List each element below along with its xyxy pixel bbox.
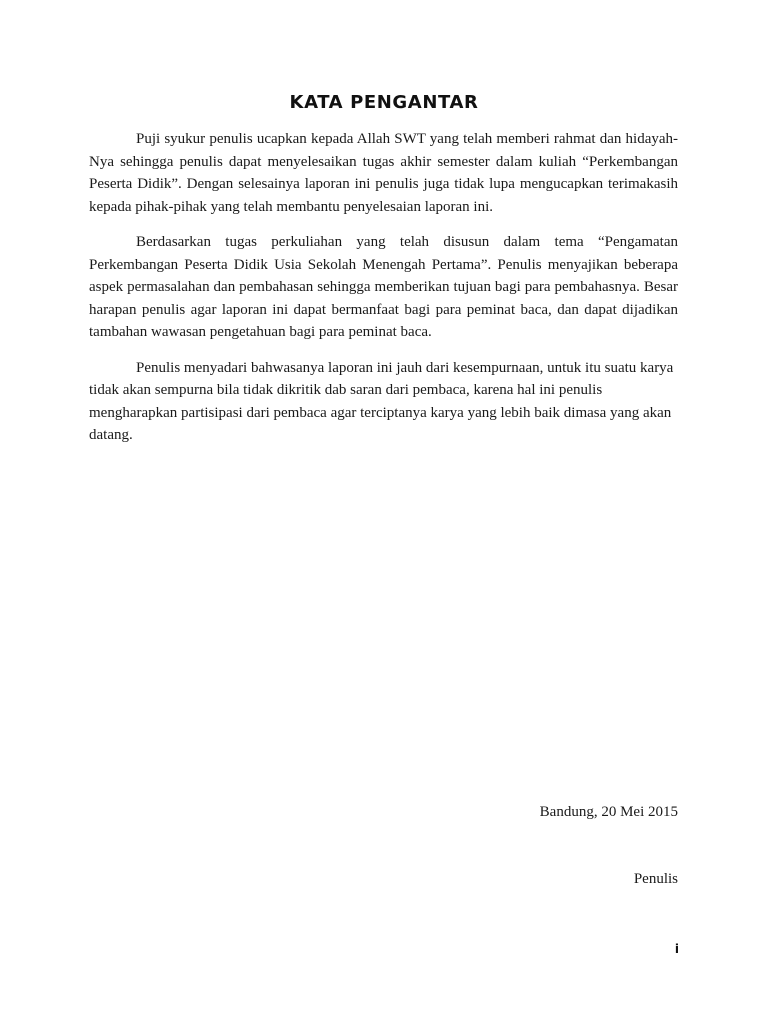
paragraph-1: Puji syukur penulis ucapkan kepada Allah SWT yang telah memberi rahmat dan hidayah-Nya sehingga penulis dapat menyelesaikan tugas akhir semester dalam kuliah “Perkembangan Peserta Didik”. Dengan selesainya laporan ini penulis juga tidak lupa mengucapkan terimakasih kepada pihak-pihak yang telah membantu penyelesaian laporan ini. [89,131,678,215]
page-number: i [674,942,679,956]
document-body [89,128,678,460]
author-signature: Penulis [633,871,678,887]
paragraph-3: Penulis menyadari bahwasanya laporan ini jauh dari kesempurnaan, untuk itu suatu karya tidak akan sempurna bila tidak dikritik dab saran dari pembaca, karena hal ini penulis mengharapkan partisipasi dari pembaca agar terciptanya karya yang lebih baik dimasa yang akan datang. [89,359,674,443]
place-date: Bandung, 20 Mei 2015 [539,804,678,820]
page-title: KATA PENGANTAR [289,92,479,113]
paragraph-2: Berdasarkan tugas perkuliahan yang telah disusun dalam tema “Pengamatan Perkembangan Peserta Didik Usia Sekolah Menengah Pertama”. Penulis menyajikan beberapa aspek permasalahan dan pembahasan sehingga memberikan tujuan bagi para pembahasnya. Besar harapan penulis agar laporan ini dapat bermanfaat bagi para peminat baca, dan dapat dijadikan tambahan wawasan pengetahuan bagi para peminat baca. [89,234,678,340]
